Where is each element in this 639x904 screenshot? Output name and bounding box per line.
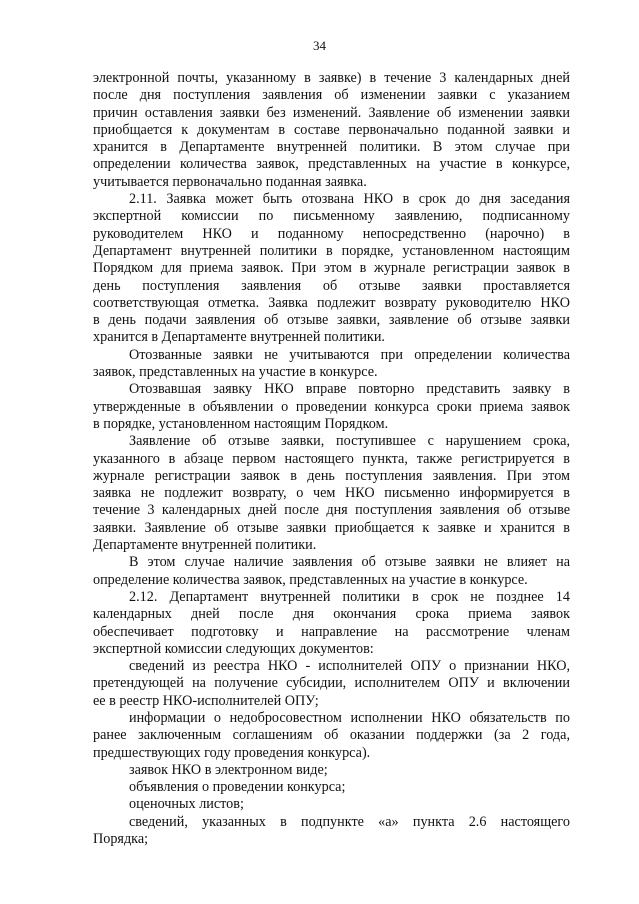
text-line: заявка не подлежит возврату, о чем НКО письменно информируется в [93,485,570,502]
text-line: заявки. Заявление об отзыве заявки приобщается к заявке и хранится в [93,519,570,536]
text-line: хранится в Департаменте внутренней политики. [93,329,385,346]
text-line: претендующей на получение субсидии, исполнителем ОПУ и включении [93,675,570,692]
document-body [93,70,570,848]
text-line: течение 3 календарных дней после дня поступления заявления об отзыве [93,502,570,519]
text-line: Заявление об отзыве заявки, поступившее с нарушением срока, [129,433,570,450]
text-line: оценочных листов; [129,796,244,813]
text-line: руководителем НКО и поданному непосредственно (нарочно) в [93,225,570,242]
text-line: в порядке, установленном настоящим Порядком. [93,415,389,432]
text-line: заявок НКО в электронном виде; [129,761,328,778]
text-line: Порядка; [93,831,149,848]
text-line: ранее заключенным соглашениям об оказании поддержки (за 2 года, [93,727,570,744]
page-number: 34 [313,38,326,53]
text-line: в день подачи заявления об отзыве заявки, заявление об отзыве заявки [93,312,570,329]
text-line: 2.11. Заявка может быть отозвана НКО в срок до дня заседания [129,191,570,208]
text-line: Отозванные заявки не учитываются при определении количества [129,346,570,363]
text-line: Департамент внутренней политики в порядке, установленном настоящим [93,242,570,259]
text-line: календарных дней после дня окончания срока приема заявок [93,606,570,623]
text-line: электронной почты, указанному в заявке) в течение 3 календарных дней [93,70,570,86]
text-line: Порядком для приема заявок. При этом в журнале регистрации заявок в [93,260,570,277]
text-line: определении количества заявок, представленных на участие в конкурсе, [93,156,570,173]
text-line: соответствующая отметка. Заявка подлежит возврату руководителю НКО [93,294,570,311]
text-line: экспертной комиссии следующих документов: [93,640,374,657]
text-line: В этом случае наличие заявления об отзыве заявки не влияет на [129,554,570,571]
text-line: определение количества заявок, представленных на участие в конкурсе. [93,571,528,588]
text-line: заявок, представленных на участие в конкурсе. [93,364,378,381]
text-line: утвержденные в объявлении о проведении конкурса сроки приема заявок [93,398,570,415]
text-line: учитывается первоначально поданная заявка. [93,173,367,190]
text-line: 2.12. Департамент внутренней политики в срок не позднее 14 [129,588,570,605]
text-line: предшествующих году проведения конкурса). [93,744,371,761]
text-line: ее в реестр НКО-исполнителей ОПУ; [93,692,319,709]
text-line: причин оставления заявки без изменений. Заявление об изменении заявки [93,104,570,121]
text-line: экспертной комиссии по письменному заявлению, подписанному [93,208,570,225]
text-line: хранится в Департаменте внутренней политики. В этом случае при [93,139,570,156]
text-line: день поступления заявления об отзыве заявки проставляется [93,277,570,294]
text-line: Отозвавшая заявку НКО вправе повторно представить заявку в [129,381,570,398]
text-line: информации о недобросовестном исполнении НКО обязательств по [129,709,570,726]
text-line: после дня поступления заявления об изменении заявки с указанием [93,87,570,104]
text-line: сведений из реестра НКО - исполнителей ОПУ о признании НКО, [129,658,570,675]
text-line: приобщается к документам в составе первоначально поданной заявки и [93,121,570,138]
text-line: указанного в абзаце первом настоящего пункта, также регистрируется в [93,450,570,467]
text-line: сведений, указанных в подпункте «а» пункта 2.6 настоящего [129,813,570,830]
text-line: Департаменте внутренней политики. [93,537,317,554]
text-line: обеспечивает подготовку и направление на рассмотрение членам [93,623,570,640]
text-line: журнале регистрации заявок в день поступления заявления. При этом [93,467,570,484]
text-line: объявления о проведении конкурса; [129,779,346,796]
